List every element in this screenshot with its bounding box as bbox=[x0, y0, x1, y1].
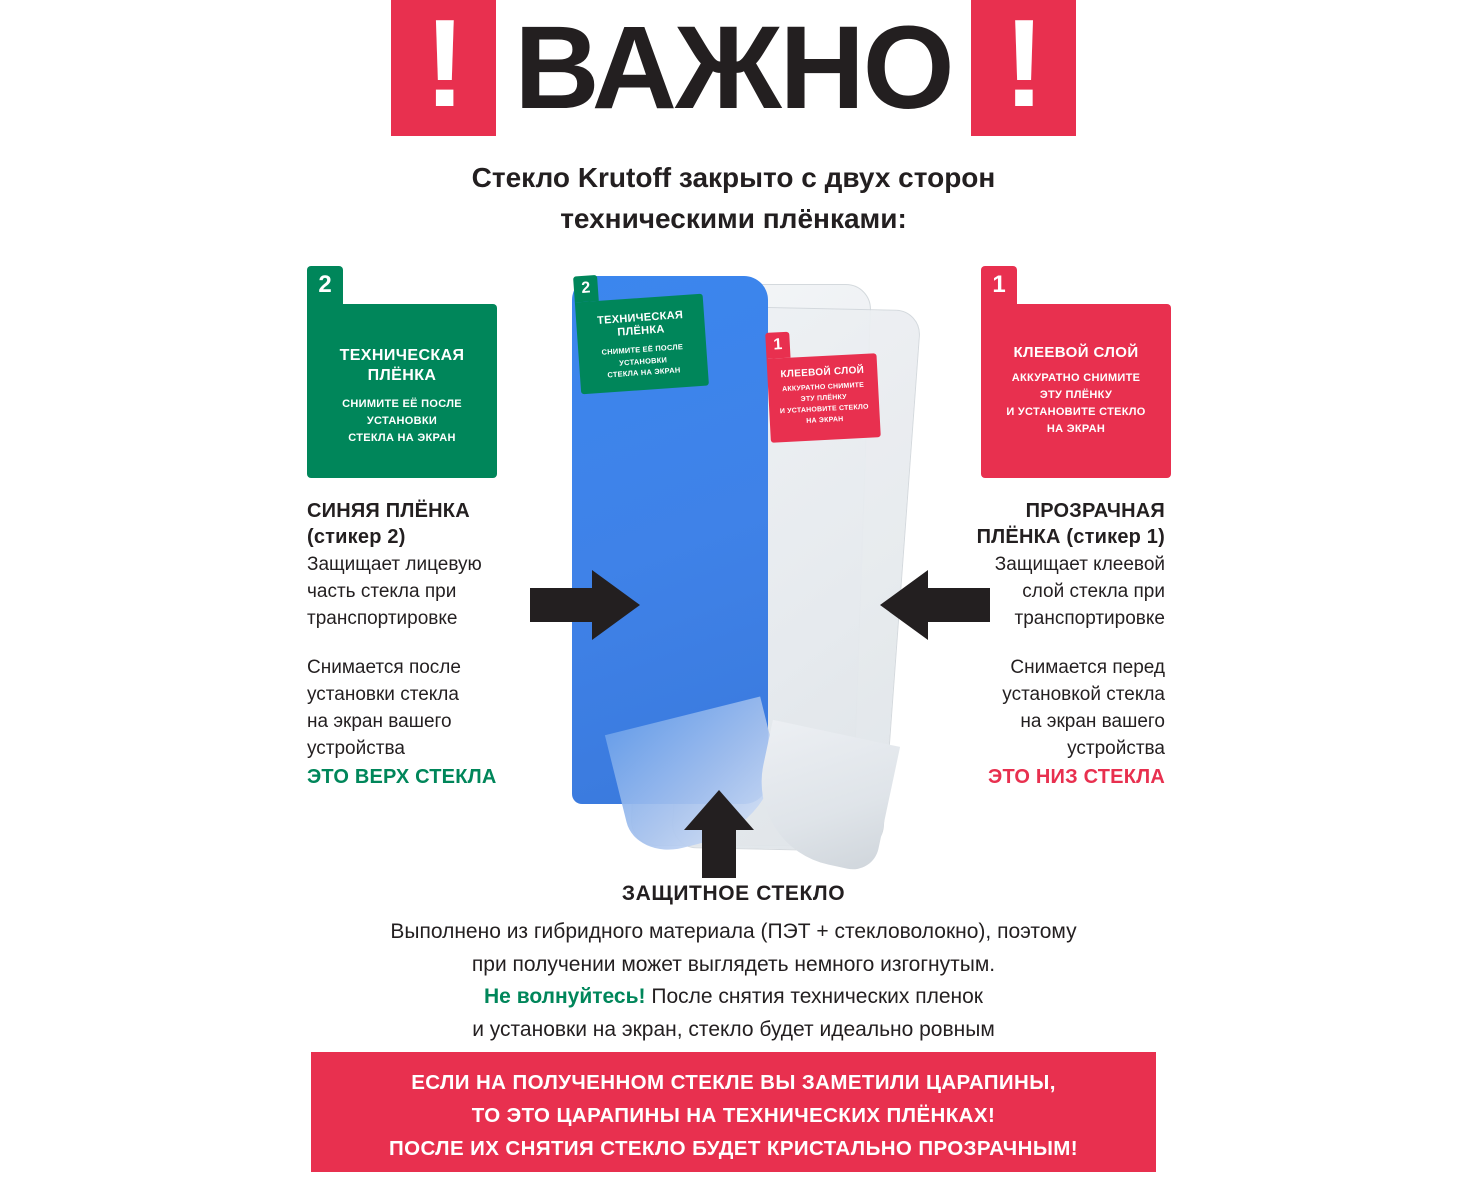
inner-green-sub bbox=[584, 340, 702, 382]
subtitle-line-1: Стекло Krutoff закрыто с двух сторон bbox=[471, 162, 996, 193]
inner-red-title: КЛЕЕВОЙ СЛОЙ bbox=[780, 364, 865, 381]
red-card-body bbox=[981, 304, 1171, 478]
green-card-title bbox=[319, 346, 485, 386]
inner-green-sub-line-3: СТЕКЛА НА ЭКРАН bbox=[607, 365, 681, 380]
protective-glass-body-line-3 bbox=[0, 981, 1467, 1014]
inner-green-sub-line-1: СНИМИТЕ ЕЁ ПОСЛЕ bbox=[601, 342, 684, 358]
inner-red-number-badge: 1 bbox=[765, 332, 790, 359]
red-film-callout-card bbox=[981, 266, 1171, 478]
blue-film-heading-line-1: СИНЯЯ ПЛЁНКА bbox=[307, 500, 470, 522]
clear-film-body-line-2: слой стекла при bbox=[1022, 580, 1165, 602]
inner-red-sticker-body bbox=[767, 353, 881, 443]
red-card-title: КЛЕЕВОЙ СЛОЙ bbox=[1013, 344, 1139, 361]
green-card-sub-line-1: СНИМИТЕ ЕЁ ПОСЛЕ bbox=[342, 398, 462, 410]
clear-film-body2-line-4: устройства bbox=[1067, 737, 1165, 759]
blue-film-spacer bbox=[307, 633, 557, 655]
blue-film-accent: ЭТО ВЕРХ СТЕКЛА bbox=[307, 765, 497, 788]
green-card-body bbox=[307, 304, 497, 478]
exclamation-right-icon bbox=[971, 0, 1076, 136]
header-banner bbox=[0, 0, 1467, 136]
red-card-sub bbox=[991, 370, 1161, 438]
inner-red-sub-line-3: И УСТАНОВИТЕ СТЕКЛО bbox=[779, 403, 869, 415]
inner-red-sub bbox=[774, 380, 874, 428]
protective-glass-body-line-2: при получении может выглядеть немного изгогнутым. bbox=[471, 952, 996, 976]
inner-green-title-line-2: ПЛЁНКА bbox=[616, 323, 666, 339]
green-card-title-line-2: ПЛЁНКА bbox=[367, 367, 437, 384]
inner-green-sticker-body bbox=[575, 294, 709, 395]
protective-glass-body-line-4: и установки на экран, стекло будет идеально ровным bbox=[472, 1017, 995, 1041]
green-card-sub-line-2: УСТАНОВКИ bbox=[366, 415, 438, 428]
clear-film-heading-line-2: ПЛЁНКА (стикер 1) bbox=[976, 526, 1165, 548]
arrow-up-icon bbox=[684, 790, 754, 878]
inner-red-sub-line-2: ЭТУ ПЛЁНКУ bbox=[800, 393, 847, 404]
blue-film-heading-line-2: (стикер 2) bbox=[307, 526, 406, 548]
protective-glass-body-line-3-rest: После снятия технических пленок bbox=[645, 985, 983, 1009]
clear-film-heading-line-1: ПРОЗРАЧНАЯ bbox=[1025, 500, 1165, 522]
inner-green-title-line-1: ТЕХНИЧЕСКАЯ bbox=[596, 309, 684, 328]
inner-green-sub-line-2: УСТАНОВКИ bbox=[618, 354, 668, 368]
red-card-number-badge: 1 bbox=[981, 266, 1017, 304]
blue-film-heading bbox=[307, 498, 557, 550]
green-card-number-badge: 2 bbox=[307, 266, 343, 304]
banner-line-1: ЕСЛИ НА ПОЛУЧЕННОМ СТЕКЛЕ ВЫ ЗАМЕТИЛИ ЦАРАПИНЫ, bbox=[411, 1071, 1056, 1094]
blue-film-body2-line-1: Снимается после bbox=[307, 656, 461, 678]
blue-film-body2-line-2: установки стекла bbox=[307, 683, 459, 705]
green-card-title-line-1: ТЕХНИЧЕСКАЯ bbox=[339, 347, 465, 364]
scratches-warning-banner bbox=[311, 1052, 1156, 1172]
subtitle bbox=[0, 158, 1467, 239]
blue-film-body-line-1: Защищает лицевую bbox=[307, 554, 482, 575]
clear-film-description bbox=[930, 498, 1165, 791]
red-card-sub-line-1: АККУРАТНО СНИМИТЕ bbox=[1011, 372, 1141, 384]
green-film-callout-card bbox=[307, 266, 497, 478]
exclamation-right-glyph: ! bbox=[1003, 0, 1043, 133]
banner-line-2: ТО ЭТО ЦАРАПИНЫ НА ТЕХНИЧЕСКИХ ПЛЁНКАХ! bbox=[471, 1104, 996, 1128]
inner-green-sticker bbox=[573, 268, 709, 395]
exclamation-left-icon bbox=[391, 0, 496, 136]
inner-red-sticker bbox=[765, 327, 881, 443]
dont-worry-emphasis: Не волнуйтесь! bbox=[484, 985, 646, 1009]
inner-red-sub-line-1: АККУРАТНО СНИМИТЕ bbox=[782, 381, 865, 394]
blue-film-body-line-3: транспортировке bbox=[307, 607, 458, 629]
inner-green-number-badge: 2 bbox=[573, 275, 599, 303]
red-card-sub-line-3: И УСТАНОВИТЕ СТЕКЛО bbox=[1006, 406, 1146, 419]
page-title: ВАЖНО bbox=[514, 2, 953, 134]
protective-glass-body bbox=[0, 916, 1467, 1046]
inner-red-sub-line-4: НА ЭКРАН bbox=[806, 415, 844, 425]
inner-green-title bbox=[582, 308, 700, 342]
clear-film-body-line-1: Защищает клеевой bbox=[994, 554, 1165, 575]
clear-film-heading bbox=[930, 498, 1165, 550]
clear-film-body-line-3: транспортировке bbox=[1014, 607, 1165, 629]
protective-glass-body-line-1: Выполнено из гибридного материала (ПЭТ + стекловолокно), поэтому bbox=[390, 920, 1077, 943]
blue-film-description bbox=[307, 498, 557, 791]
green-card-sub bbox=[319, 396, 485, 447]
protective-glass-heading: ЗАЩИТНОЕ СТЕКЛО bbox=[621, 882, 846, 905]
blue-film-body-line-2: часть стекла при bbox=[307, 580, 457, 602]
clear-film-spacer bbox=[930, 633, 1165, 655]
red-card-sub-line-2: ЭТУ ПЛЁНКУ bbox=[1039, 389, 1113, 402]
clear-film-body2-line-1: Снимается перед bbox=[1010, 656, 1165, 678]
clear-film-accent: ЭТО НИЗ СТЕКЛА bbox=[988, 765, 1165, 788]
exclamation-left-glyph: ! bbox=[424, 0, 464, 133]
red-card-sub-line-4: НА ЭКРАН bbox=[1046, 423, 1106, 436]
banner-line-3: ПОСЛЕ ИХ СНЯТИЯ СТЕКЛО БУДЕТ КРИСТАЛЬНО ПРОЗРАЧНЫМ! bbox=[388, 1137, 1078, 1161]
clear-film-body2-line-3: на экран вашего bbox=[1020, 710, 1165, 732]
clear-film-peel-corner bbox=[746, 720, 900, 874]
clear-film-body2-line-2: установкой стекла bbox=[1002, 683, 1165, 705]
blue-film-body2-line-4: устройства bbox=[307, 737, 405, 759]
protective-glass-description bbox=[0, 882, 1467, 1046]
subtitle-line-2: техническими плёнками: bbox=[560, 202, 907, 234]
blue-film-body2-line-3: на экран вашего bbox=[307, 710, 452, 732]
green-card-sub-line-3: СТЕКЛА НА ЭКРАН bbox=[348, 432, 456, 445]
